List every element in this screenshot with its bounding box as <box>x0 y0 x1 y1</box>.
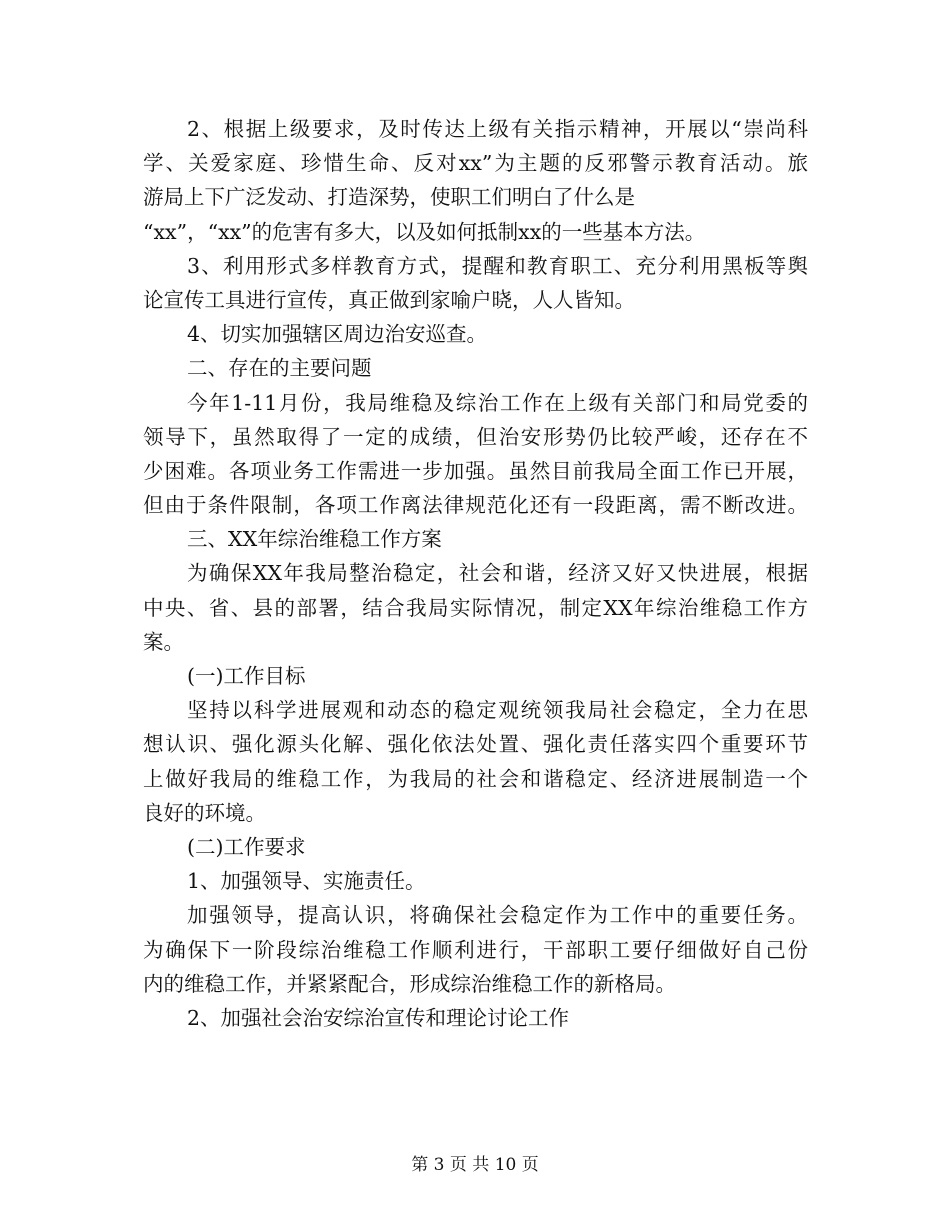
paragraph-line: 领导下，虽然取得了一定的成绩，但治安形势仍比较严峻，还存在不 <box>143 424 808 449</box>
paragraph-line: 良好的环境。 <box>143 800 266 825</box>
section-heading: 二、存在的主要问题 <box>187 356 372 381</box>
paragraph-line: 少困难。各项业务工作需进一步加强。虽然目前我局全面工作已开展， <box>143 458 808 483</box>
subsection-heading: (一)工作目标 <box>187 664 306 688</box>
paragraph-line: 1、加强领导、实施责任。 <box>187 869 426 894</box>
paragraph-line: 但由于条件限制，各项工作离法律规范化还有一段距离，需不断改进。 <box>143 493 808 518</box>
paragraph-line: 为确保下一阶段综治维稳工作顺利进行，干部职工要仔细做好自己份 <box>143 937 808 962</box>
subsection-heading: (二)工作要求 <box>187 834 306 859</box>
paragraph-line: 想认识、强化源头化解、强化依法处置、强化责任落实四个重要环节 <box>143 732 808 757</box>
paragraph-line: “xx”，“xx”的危害有多大，以及如何抵制xx的一些基本方法。 <box>143 219 706 244</box>
paragraph-line: 论宣传工具进行宣传，真正做到家喻户晓，人人皆知。 <box>143 287 635 312</box>
section-heading: 三、XX年综治维稳工作方案 <box>187 527 442 552</box>
paragraph-line: 中央、省、县的部署，结合我局实际情况，制定XX年综治维稳工作方 <box>143 595 808 620</box>
paragraph-line: 游局上下广泛发动、打造深势，使职工们明白了什么是 <box>143 185 635 210</box>
paragraph-line: 4、切实加强辖区周边治安巡查。 <box>187 322 488 347</box>
paragraph-line: 案。 <box>143 629 184 654</box>
paragraph-line: 坚持以科学进展观和动态的稳定观统领我局社会稳定，全力在思 <box>187 698 808 723</box>
document-body <box>143 112 808 1035</box>
paragraph-line: 学、关爱家庭、珍惜生命、反对xx”为主题的反邪警示教育活动。旅 <box>143 151 808 176</box>
paragraph-line: 2、加强社会治安综治宣传和理论讨论工作 <box>187 1005 570 1030</box>
paragraph-line: 加强领导，提高认识，将确保社会稳定作为工作中的重要任务。 <box>187 903 808 928</box>
paragraph-line: 上做好我局的维稳工作，为我局的社会和谐稳定、经济进展制造一个 <box>143 766 808 791</box>
paragraph-line: 今年1-11月份，我局维稳及综治工作在上级有关部门和局党委的 <box>187 390 808 415</box>
paragraph-line: 2、根据上级要求，及时传达上级有关指示精神，开展以“崇尚科 <box>187 117 808 141</box>
paragraph-line: 为确保XX年我局整治稳定，社会和谐，经济又好又快进展，根据 <box>187 561 808 586</box>
page-footer: 第 3 页 共 10 页 <box>411 1155 539 1175</box>
paragraph-line: 内的维稳工作，并紧紧配合，形成综治维稳工作的新格局。 <box>143 971 676 996</box>
paragraph-line: 3、利用形式多样教育方式，提醒和教育职工、充分利用黑板等舆 <box>187 253 808 278</box>
